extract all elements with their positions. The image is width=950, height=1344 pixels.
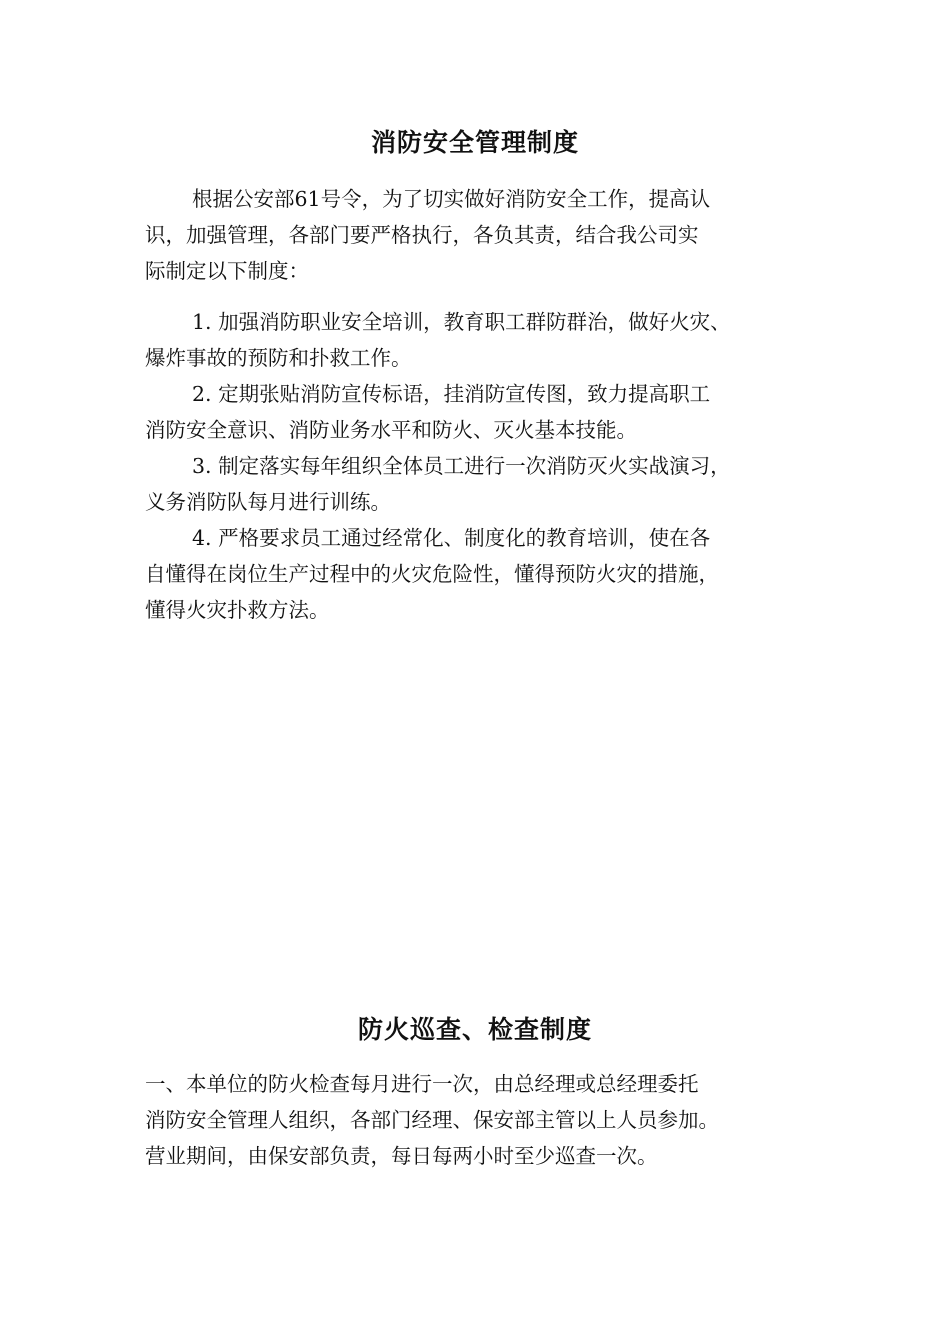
section2-line-1: 一、本单位的防火检查每月进行一次，由总经理或总经理委托 [145,1072,699,1096]
section2-line-2: 消防安全管理人组织，各部门经理、保安部主管以上人员参加。 [145,1108,719,1132]
section1-item-4-line-2: 自懂得在岗位生产过程中的火灾危险性，懂得预防火灾的措施， [145,562,719,586]
section1-intro-line-3: 际制定以下制度： [145,259,309,283]
section1-title: 消防安全管理制度 [370,128,579,157]
section1-item-3-line-2: 义务消防队每月进行训练。 [145,490,391,514]
section1-intro-line-2: 识，加强管理，各部门要严格执行，各负其责，结合我公司实 [145,223,699,247]
section1-item-2-line-2: 消防安全意识、消防业务水平和防火、灭火基本技能。 [145,418,637,442]
section1-item-4-line-3: 懂得火灾扑救方法。 [145,598,330,622]
section1-item-2-line-1: 2. 定期张贴消防宣传标语，挂消防宣传图，致力提高职工 [192,382,711,406]
section1-item-4-line-1: 4. 严格要求员工通过经常化、制度化的教育培训，使在各 [192,526,711,550]
section1-intro-line-1: 根据公安部61号令，为了切实做好消防安全工作，提高认 [192,187,711,211]
section2-title: 防火巡查、检查制度 [357,1015,592,1044]
section1-item-1-line-1: 1. 加强消防职业安全培训，教育职工群防群治，做好火灾、 [192,310,731,334]
section1-item-1-line-2: 爆炸事故的预防和扑救工作。 [145,346,412,370]
section2-line-3: 营业期间，由保安部负责，每日每两小时至少巡查一次。 [145,1144,658,1168]
section1-item-3-line-1: 3. 制定落实每年组织全体员工进行一次消防灭火实战演习， [192,454,731,478]
